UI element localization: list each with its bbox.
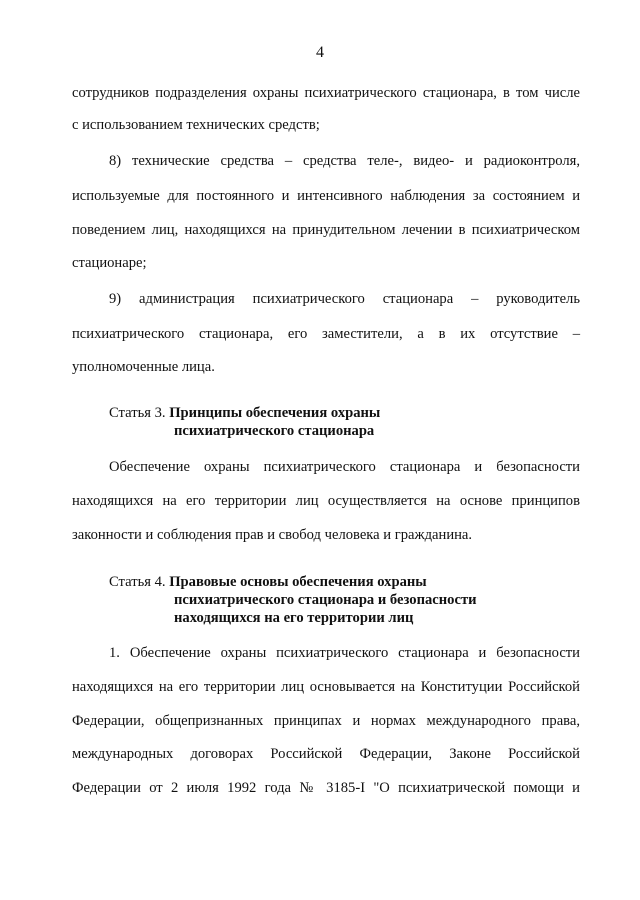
- article-4-heading: [109, 573, 427, 591]
- text-line: Федерации от 2 июля 1992 года № 3185-I "О психиатрической помощи и: [72, 780, 580, 796]
- article-4-title-cont: находящихся на его территории лиц: [174, 610, 414, 626]
- article-4-title: Правовые основы обеспечения охраны: [169, 574, 427, 590]
- article-3-title: Принципы обеспечения охраны: [169, 405, 381, 421]
- text-line: 8) технические средства – средства теле-, видео- и радиоконтроля,: [109, 153, 580, 169]
- article-3-title-cont: психиатрического стационара: [174, 423, 375, 439]
- text-line: Федерации, общепризнанных принципах и нормах международного права,: [72, 713, 580, 729]
- text-line: Обеспечение охраны психиатрического стационара и безопасности: [109, 459, 580, 475]
- article-4-title-cont: психиатрического стационара и безопасности: [174, 592, 477, 608]
- page-number: 4: [316, 44, 324, 61]
- text-line: поведением лиц, находящихся на принудительном лечении в психиатрическом: [72, 222, 580, 238]
- text-line: 9) администрация психиатрического стационара – руководитель: [109, 291, 580, 307]
- article-3-heading: [109, 404, 380, 422]
- text-line: находящихся на его территории лиц основывается на Конституции Российской: [72, 679, 580, 695]
- article-3-label: Статья 3.: [109, 405, 166, 421]
- text-line: уполномоченные лица.: [72, 359, 215, 375]
- text-line: используемые для постоянного и интенсивного наблюдения за состоянием и: [72, 188, 580, 204]
- text-line: сотрудников подразделения охраны психиатрического стационара, в том числе: [72, 85, 580, 101]
- text-line: с использованием технических средств;: [72, 117, 320, 133]
- text-line: международных договорах Российской Федерации, Законе Российской: [72, 746, 580, 762]
- text-line: находящихся на его территории лиц осуществляется на основе принципов: [72, 493, 580, 509]
- article-4-label: Статья 4.: [109, 574, 166, 590]
- text-line: законности и соблюдения прав и свобод человека и гражданина.: [72, 527, 473, 543]
- text-line: стационаре;: [72, 255, 147, 271]
- text-line: 1. Обеспечение охраны психиатрического стационара и безопасности: [109, 645, 580, 661]
- text-line: психиатрического стационара, его заместители, а в их отсутствие –: [72, 326, 580, 342]
